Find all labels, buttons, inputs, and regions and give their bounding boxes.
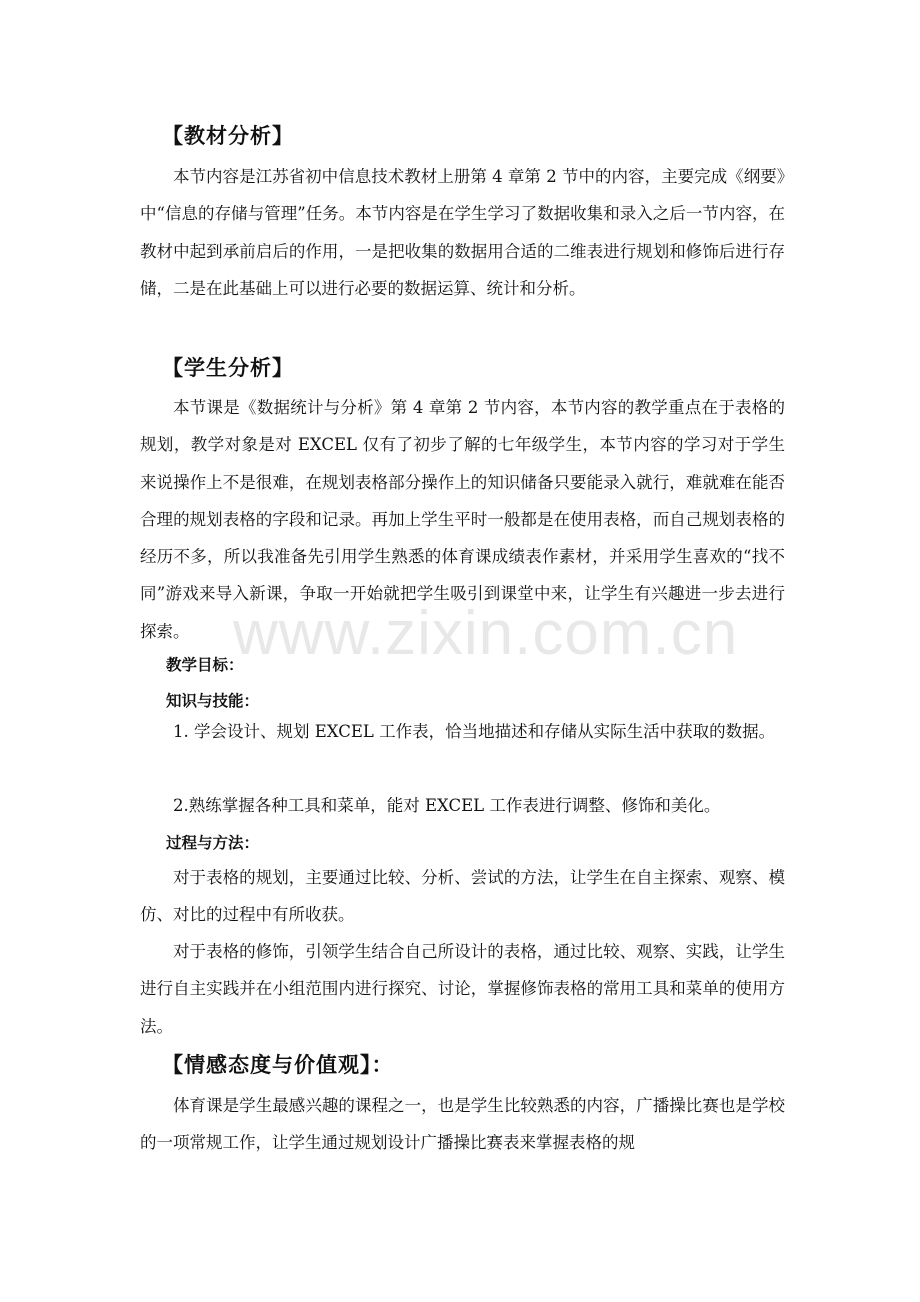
paragraph-process-2: 对于表格的修饰，引领学生结合自己所设计的表格，通过比较、观察、实践，让学生进行自主实践并在小组范围内进行探究、讨论，掌握修饰表格的常用工具和菜单的使用方法。 xyxy=(140,942,785,1036)
teaching-goals-label: 教学目标： xyxy=(166,656,244,674)
paragraph-student-analysis: 本节课是《数据统计与分析》第 4 章第 2 节内容，本节内容的教学重点在于表格的规划，教学对象是对 EXCEL 仅有了初步了解的七年级学生，本节内容的学习对于学生来说操作上不是很难，在规划表格部分操作上的知识储备只要能录入就行，难就难在能否合理的规划表格的字段和记录。再加上学生平时一般都是在使用表格，而自己规划表格的经历不多，所以我准备先引用学生熟悉的体育课成绩表作素材，并采用学生喜欢的“找不同”游戏来导入新课，争取一开始就把学生吸引到课堂中来，让学生有兴趣进一步去进行探索。 xyxy=(140,398,785,641)
section-heading-emotions-values: 【情感态度与价值观】： xyxy=(162,1053,394,1077)
goal-item-2: 2.熟练掌握各种工具和菜单，能对 EXCEL 工作表进行调整、修饰和美化。 xyxy=(173,796,721,815)
watermark-text: www.zixin.com.cn xyxy=(233,599,739,668)
section-heading-student-analysis: 【学生分析】 xyxy=(162,356,294,380)
section-heading-textbook-analysis: 【教材分析】 xyxy=(162,124,294,148)
paragraph-process-1: 对于表格的规划，主要通过比较、分析、尝试的方法，让学生在自主探索、观察、模仿、对比的过程中有所收获。 xyxy=(140,868,785,925)
paragraph-emotions-values: 体育课是学生最感兴趣的课程之一，也是学生比较熟悉的内容，广播操比赛也是学校的一项常规工作，让学生通过规划设计广播操比赛表来掌握表格的规 xyxy=(140,1096,785,1153)
knowledge-skills-label: 知识与技能： xyxy=(166,692,260,710)
process-methods-label: 过程与方法： xyxy=(166,834,260,852)
goal-item-1: 1. 学会设计、规划 EXCEL 工作表，恰当地描述和存储从实际生活中获取的数据。 xyxy=(173,722,776,741)
paragraph-textbook-analysis: 本节内容是江苏省初中信息技术教材上册第 4 章第 2 节中的内容，主要完成《纲要》中“信息的存储与管理”任务。本节内容是在学生学习了数据收集和录入之后一节内容，在教材中起到承前启后的作用，一是把收集的数据用合适的二维表进行规划和修饰后进行存储，二是在此基础上可以进行必要的数据运算、统计和分析。 xyxy=(140,167,785,298)
